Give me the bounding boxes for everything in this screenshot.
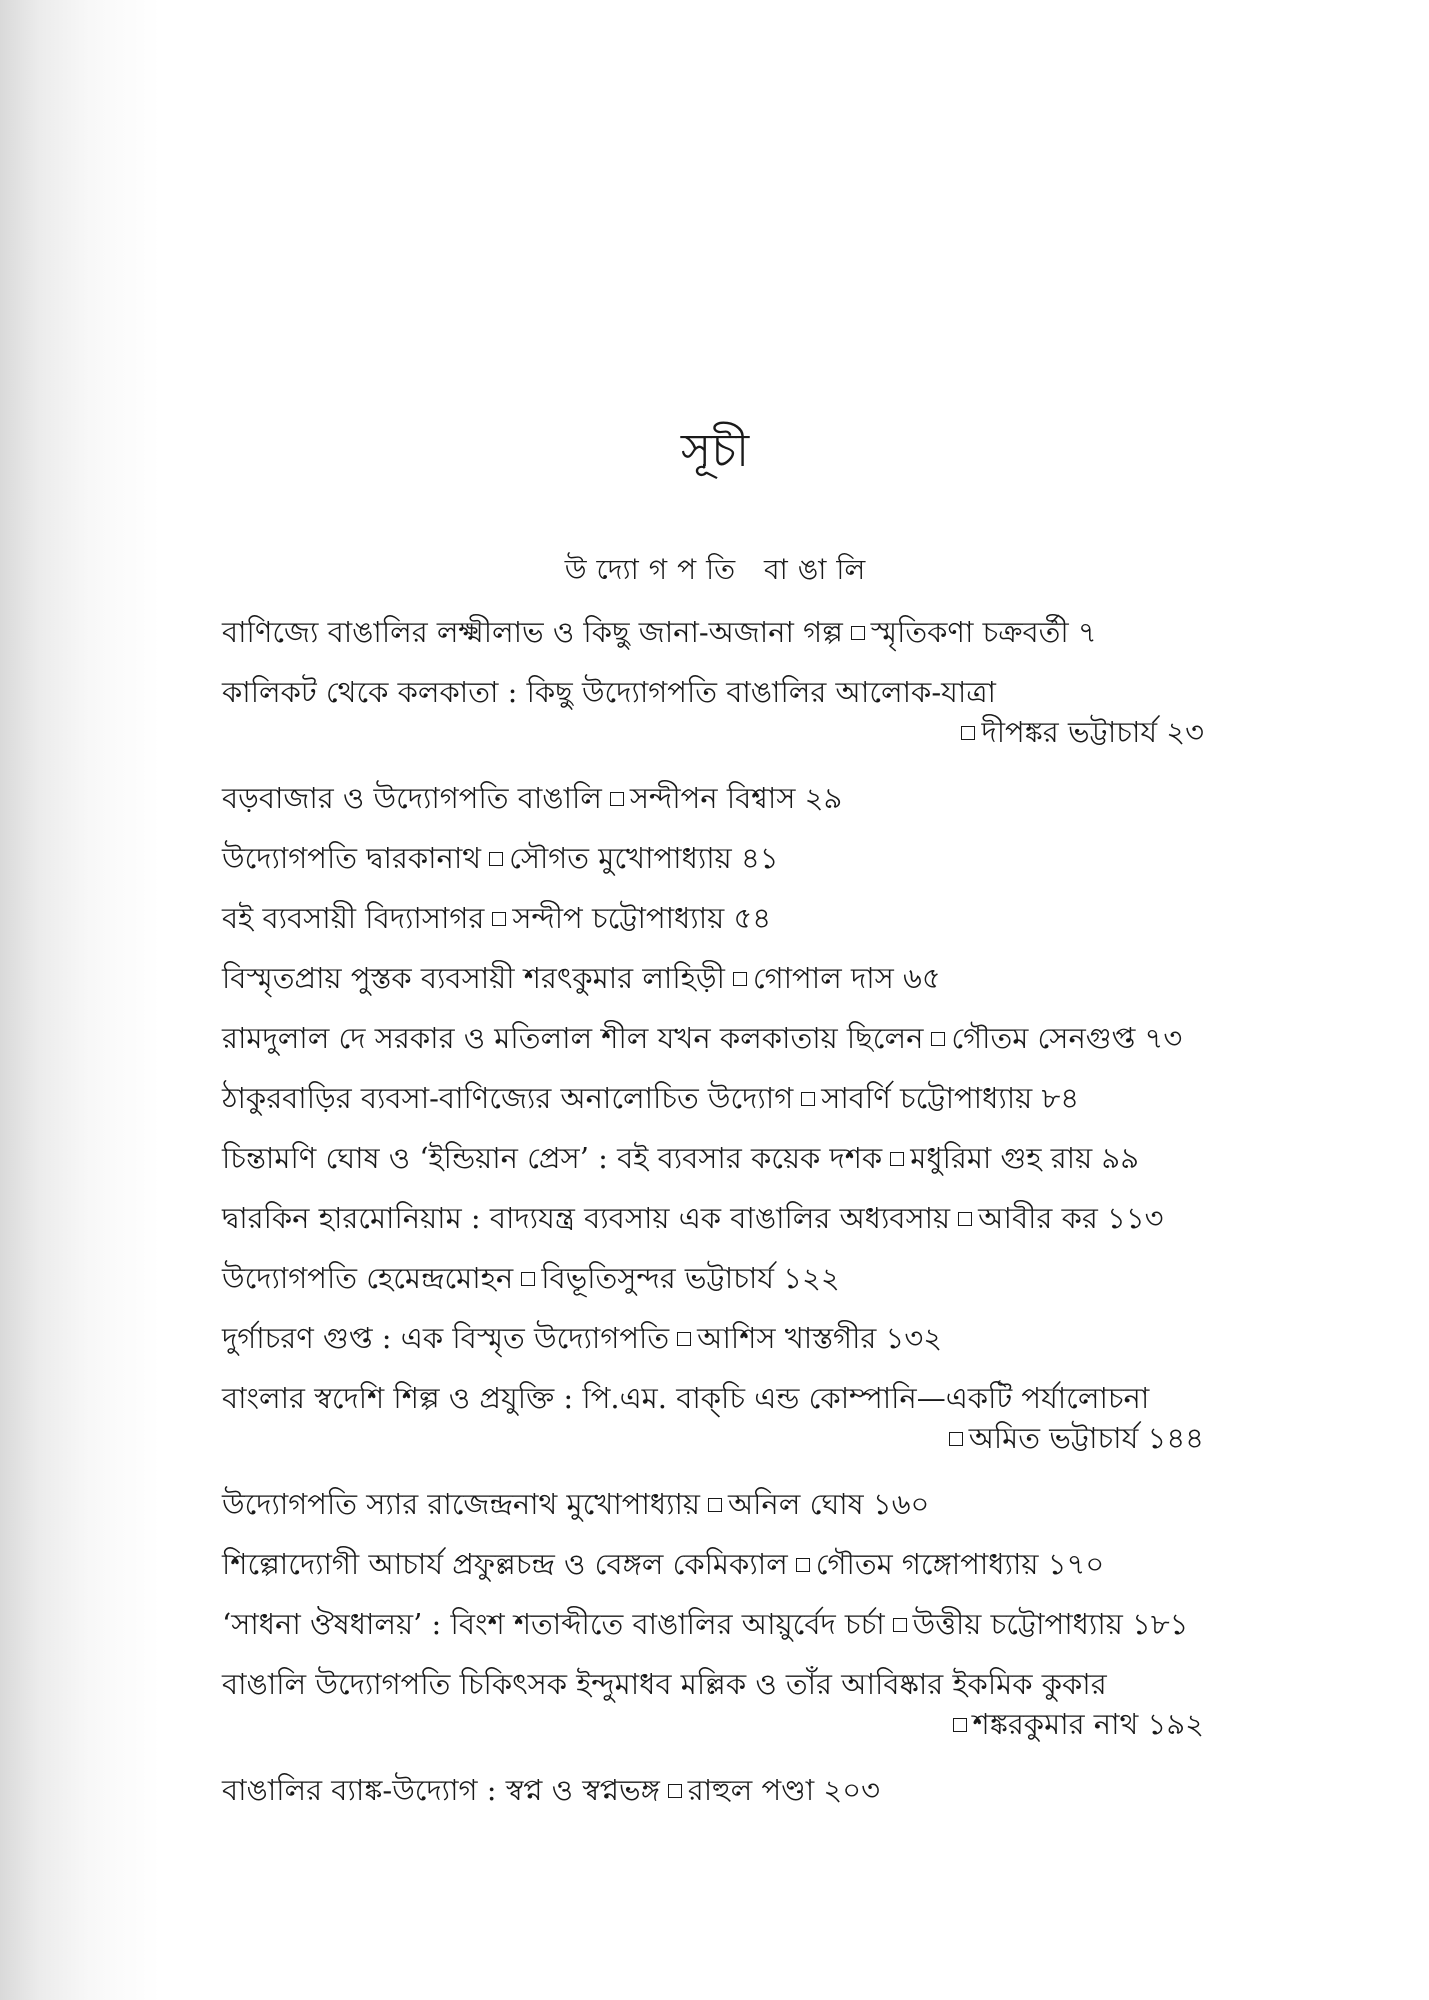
square-outline-icon bbox=[801, 1092, 815, 1106]
entry-title: বই ব্যবসায়ী বিদ্যাসাগর bbox=[222, 901, 485, 935]
entry-title: ‘সাধনা ঔষধালয়’ : বিংশ শতাব্দীতে বাঙালির আয়ুর্বেদ চর্চা bbox=[222, 1607, 885, 1641]
entry-author: স্মৃতিকণা চক্রবর্তী bbox=[870, 615, 1069, 649]
entry-author: অনিল ঘোষ bbox=[728, 1487, 864, 1521]
square-outline-icon bbox=[890, 1152, 904, 1166]
entry-author: গৌতম সেনগুপ্ত bbox=[951, 1021, 1136, 1055]
square-outline-icon bbox=[610, 792, 624, 806]
entry-author: রাহুল পণ্ডা bbox=[687, 1773, 815, 1807]
contents-entry bbox=[222, 898, 1222, 938]
entry-title: চিন্তামণি ঘোষ ও ‘ইন্ডিয়ান প্রেস’ : বই ব্যবসার কয়েক দশক bbox=[222, 1141, 883, 1175]
entry-page: ১২২ bbox=[783, 1261, 840, 1295]
entry-page: ১৯২ bbox=[1147, 1707, 1204, 1741]
entry-page: ৬৫ bbox=[903, 961, 941, 995]
contents-entry bbox=[222, 1484, 1222, 1524]
entry-page: ৪১ bbox=[740, 841, 779, 875]
contents-entry bbox=[222, 1770, 1222, 1810]
entry-page: ৫৪ bbox=[733, 901, 772, 935]
contents-entry bbox=[222, 1378, 1222, 1458]
entry-title: কালিকট থেকে কলকাতা : কিছু উদ্যোগপতি বাঙালির আলোক-যাত্রা bbox=[222, 675, 996, 709]
square-outline-icon bbox=[953, 1718, 967, 1732]
entry-page: ২০৩ bbox=[823, 1773, 880, 1807]
entry-author: দীপঙ্কর ভট্টাচার্য bbox=[981, 715, 1158, 749]
entry-author: গৌতম গঙ্গোপাধ্যায় bbox=[815, 1547, 1039, 1581]
contents-entry bbox=[222, 1018, 1222, 1058]
entry-title: উদ্যোগপতি স্যার রাজেন্দ্রনাথ মুখোপাধ্যায় bbox=[222, 1487, 701, 1521]
entry-title: রামদুলাল দে সরকার ও মতিলাল শীল যখন কলকাতায় ছিলেন bbox=[222, 1021, 924, 1055]
entry-title: বাঙালির ব্যাঙ্ক-উদ্যোগ : স্বপ্ন ও স্বপ্নভঙ্গ bbox=[222, 1773, 660, 1807]
contents-entry bbox=[222, 1198, 1222, 1238]
square-outline-icon bbox=[931, 1032, 945, 1046]
square-outline-icon bbox=[893, 1618, 907, 1632]
square-outline-icon bbox=[489, 852, 503, 866]
contents-entry bbox=[222, 1138, 1222, 1178]
contents-list bbox=[222, 612, 1222, 1830]
entry-author: মধুরিমা গুহ রায় bbox=[910, 1141, 1093, 1175]
page-title: সূচী bbox=[680, 423, 750, 477]
entry-author: আশিস খাস্তগীর bbox=[697, 1321, 877, 1355]
contents-entry bbox=[222, 612, 1222, 652]
entry-page: ৭ bbox=[1077, 615, 1097, 649]
entry-page: ১১৩ bbox=[1107, 1201, 1164, 1235]
square-outline-icon bbox=[961, 726, 975, 740]
contents-entry bbox=[222, 1318, 1222, 1358]
entry-page: ৮৪ bbox=[1041, 1081, 1080, 1115]
entry-author: উত্তীয় চট্টোপাধ্যায় bbox=[912, 1607, 1123, 1641]
entry-page: ২৩ bbox=[1166, 715, 1204, 749]
square-outline-icon bbox=[851, 626, 865, 640]
entry-page: ৯৯ bbox=[1101, 1141, 1140, 1175]
entry-author: সাবর্ণি চট্টোপাধ্যায় bbox=[821, 1081, 1033, 1115]
square-outline-icon bbox=[708, 1498, 722, 1512]
entry-author: বিভূতিসুন্দর ভট্টাচার্য bbox=[541, 1261, 774, 1295]
square-outline-icon bbox=[668, 1784, 682, 1798]
entry-page: ১৪৪ bbox=[1147, 1421, 1204, 1455]
entry-title: দ্বারকিন হারমোনিয়াম : বাদ্যযন্ত্র ব্যবসায় এক বাঙালির অধ্যবসায় bbox=[222, 1201, 951, 1235]
entry-page: ১৮১ bbox=[1132, 1607, 1189, 1641]
entry-author: গোপাল দাস bbox=[752, 961, 894, 995]
contents-entry bbox=[222, 1544, 1222, 1584]
entry-title: বাংলার স্বদেশি শিল্প ও প্রযুক্তি : পি.এম. বাক্‌চি এন্ড কোম্পানি—একটি পর্যালোচনা bbox=[222, 1381, 1150, 1415]
entry-author: আবীর কর bbox=[978, 1201, 1098, 1235]
contents-entry bbox=[222, 838, 1222, 878]
square-outline-icon bbox=[677, 1332, 691, 1346]
section-heading: উদ্যোগপতি বাঙালি bbox=[564, 553, 876, 586]
entry-title: ঠাকুরবাড়ির ব্যবসা-বাণিজ্যের অনালোচিত উদ্যোগ bbox=[222, 1081, 794, 1115]
entry-page: ৭৩ bbox=[1144, 1021, 1183, 1055]
entry-author: সৌগত মুখোপাধ্যায় bbox=[509, 841, 732, 875]
page-edge-shadow bbox=[0, 0, 160, 2000]
entry-title: উদ্যোগপতি হেমেন্দ্রমোহন bbox=[222, 1261, 514, 1295]
entry-author: শঙ্করকুমার নাথ bbox=[972, 1707, 1139, 1741]
square-outline-icon bbox=[949, 1432, 963, 1446]
square-outline-icon bbox=[492, 912, 506, 926]
contents-entry bbox=[222, 1664, 1222, 1744]
entry-page: ২৯ bbox=[804, 781, 843, 815]
square-outline-icon bbox=[796, 1558, 810, 1572]
entry-page: ১৬০ bbox=[872, 1487, 930, 1521]
entry-author: সন্দীপন বিশ্বাস bbox=[629, 781, 796, 815]
contents-entry bbox=[222, 778, 1222, 818]
entry-title: বাঙালি উদ্যোগপতি চিকিৎসক ইন্দুমাধব মল্লিক ও তাঁর আবিষ্কার ইকমিক কুকার bbox=[222, 1667, 1107, 1701]
square-outline-icon bbox=[958, 1212, 972, 1226]
entry-author: সন্দীপ চট্টোপাধ্যায় bbox=[512, 901, 725, 935]
entry-page: ১৭০ bbox=[1047, 1547, 1105, 1581]
entry-title: বাণিজ্যে বাঙালির লক্ষ্মীলাভ ও কিছু জানা-অজানা গল্প bbox=[222, 615, 843, 649]
contents-entry bbox=[222, 1078, 1222, 1118]
contents-entry bbox=[222, 672, 1222, 752]
entry-title: শিল্পোদ্যোগী আচার্য প্রফুল্লচন্দ্র ও বেঙ্গল কেমিক্যাল bbox=[222, 1547, 788, 1581]
contents-entry bbox=[222, 1258, 1222, 1298]
contents-entry bbox=[222, 1604, 1222, 1644]
entry-page: ১৩২ bbox=[885, 1321, 943, 1355]
entry-title: বিস্মৃতপ্রায় পুস্তক ব্যবসায়ী শরৎকুমার লাহিড়ী bbox=[222, 961, 725, 995]
entry-title: উদ্যোগপতি দ্বারকানাথ bbox=[222, 841, 482, 875]
title-container bbox=[600, 420, 830, 480]
entry-author: অমিত ভট্টাচার্য bbox=[968, 1421, 1139, 1455]
contents-entry bbox=[222, 958, 1222, 998]
entry-title: দুর্গাচরণ গুপ্ত : এক বিস্মৃত উদ্যোগপতি bbox=[222, 1321, 670, 1355]
square-outline-icon bbox=[733, 972, 747, 986]
square-outline-icon bbox=[521, 1272, 535, 1286]
entry-title: বড়বাজার ও উদ্যোগপতি বাঙালি bbox=[222, 781, 602, 815]
